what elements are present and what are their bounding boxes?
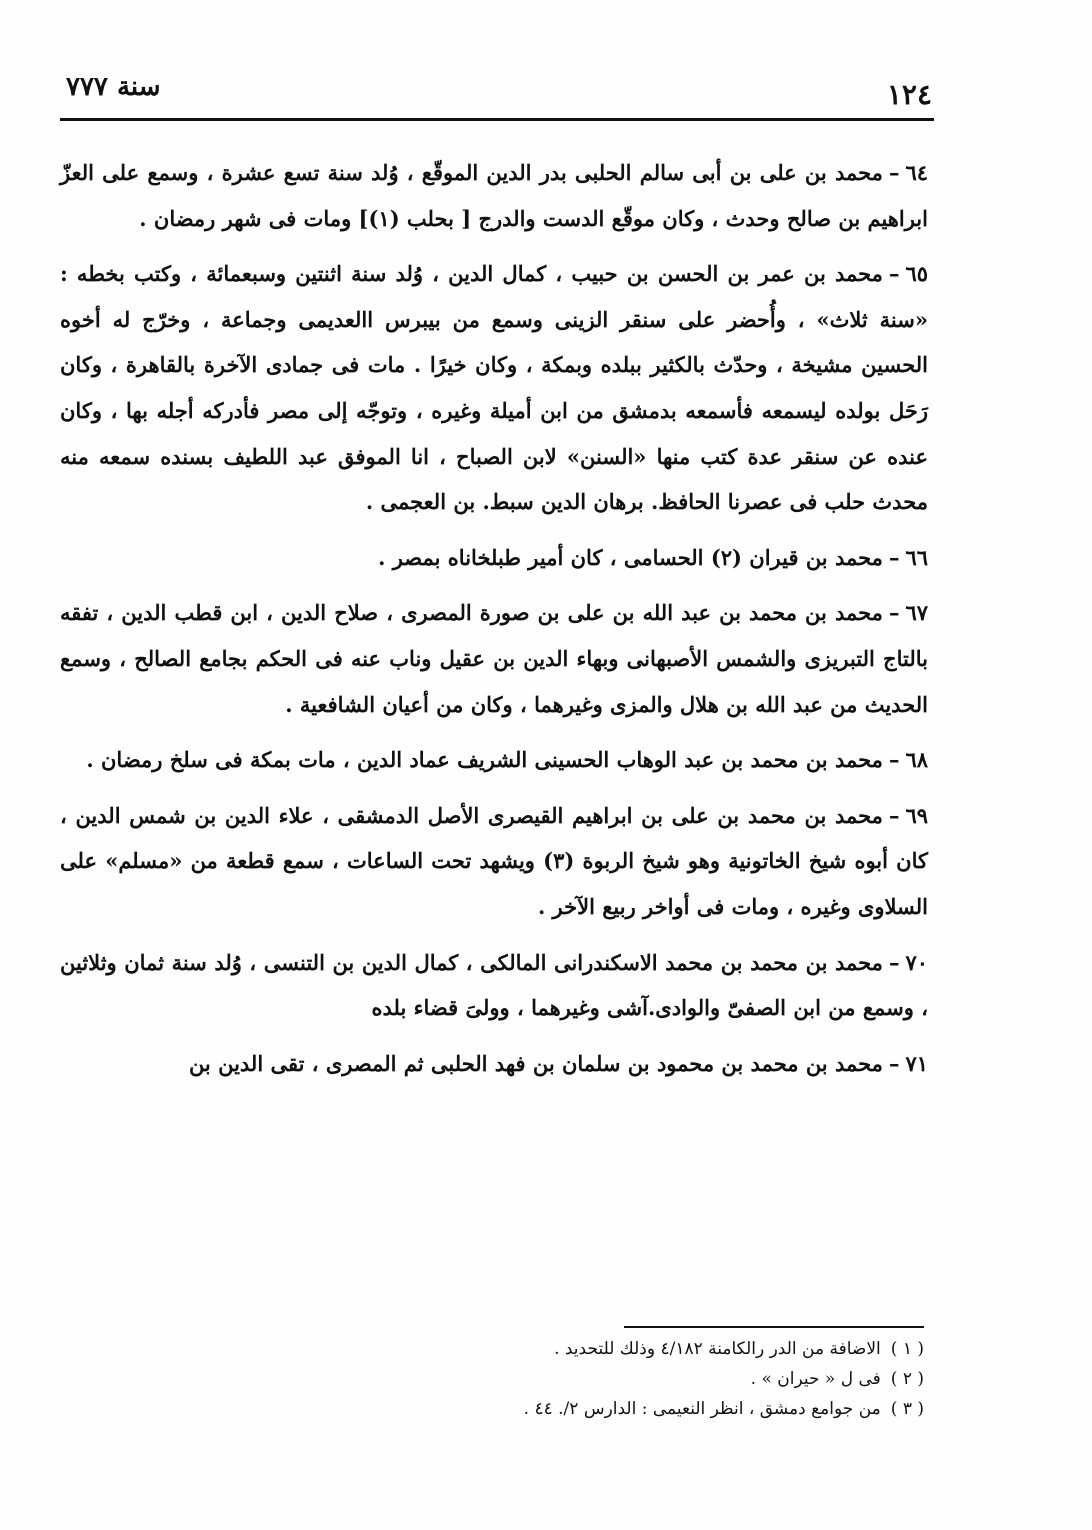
footnote-3 (304, 1394, 924, 1424)
footnote-mark: ( ٣ ) (890, 1399, 924, 1419)
footnote-text: الاضافة من الدر رالكامنة ٤/١٨٢ وذلك للتحديد . (554, 1339, 881, 1359)
entry-64 (60, 150, 928, 241)
footnote-text: فى ل « حيران » . (750, 1369, 881, 1389)
entry-number: ٧١ (905, 1050, 928, 1076)
entry-number: ٦٥ (905, 261, 928, 287)
entry-65 (60, 251, 928, 525)
entry-text: محمد بن محمد بن عبد الوهاب الحسينى الشريف عماد الدين ، مات بمكة فى سلخ رمضان . (86, 747, 883, 773)
entry-dash: – (888, 160, 900, 185)
entry-number: ٦٨ (905, 747, 928, 773)
entry-text: محمد بن قيران (٢) الحسامى ، كان أمير طبلخاناه بمصر . (378, 544, 883, 570)
entry-number: ٧٠ (905, 949, 928, 975)
entry-67 (60, 590, 928, 727)
entry-number: ٦٩ (905, 802, 928, 828)
page-header (60, 70, 932, 114)
running-head-year: سنة ٧٧٧ (66, 72, 161, 102)
page-number: ١٢٤ (886, 78, 932, 111)
header-rule (60, 118, 934, 121)
footnote-1 (304, 1334, 924, 1364)
entry-text: محمد بن على بن أبى سالم الحلبى بدر الدين الموقّع ، وُلد سنة تسع عشرة ، وسمع على العزّ ابراهيم بن صالح وحدث ، وكان موقّع الدست والدرج [ بحلب (١)] ومات فى شهر رمضان . (60, 160, 928, 231)
footnote-rule (624, 1326, 924, 1328)
entry-text: محمد بن محمد بن عبد الله بن على بن صورة المصرى ، صلاح الدين ، ابن قطب الدين ، تفقه بالتاج التبريزى والشمس الأصبهانى وبهاء الدين بن عقيل وناب عنه فى الحكم بجامع الصالح ، وسمع الحديث من عبد الله بن هلال والمزى وغيرهما ، وكان من أعيان الشافعية . (60, 600, 928, 717)
entry-dash: – (888, 600, 900, 626)
entry-text: محمد بن محمد بن محمود بن سلمان بن فهد الحلبى ثم المصرى ، تقى الدين بن (188, 1050, 883, 1076)
biographical-entries (60, 150, 928, 1086)
entry-number: ٦٤ (905, 160, 928, 185)
entry-number: ٦٦ (905, 544, 928, 570)
footnote-text: من جوامع دمشق ، انظر النعيمى : الدارس ٢/. ٤٤ . (523, 1399, 881, 1419)
entry-dash: – (888, 1050, 900, 1076)
entry-66 (60, 535, 928, 581)
entry-71 (60, 1041, 928, 1087)
entry-dash: – (888, 802, 900, 828)
entry-dash: – (888, 544, 900, 570)
entry-70 (60, 940, 928, 1031)
entry-number: ٦٧ (905, 600, 928, 626)
footnote-mark: ( ٢ ) (890, 1369, 924, 1389)
entry-text: محمد بن محمد بن على بن ابراهيم القيصرى الأصل الدمشقى ، علاء الدين بن شمس الدين ، كان أبوه شيخ الخاتونية وهو شيخ الربوة (٣) ويشهد تحت الساعات ، سمع قطعة من «مسلم» على السلاوى وغيره ، ومات فى أواخر ربيع الآخر . (60, 802, 929, 919)
footnote-mark: ( ١ ) (890, 1339, 924, 1359)
entry-69 (60, 793, 928, 930)
entry-68 (60, 737, 928, 783)
entry-dash: – (888, 261, 900, 287)
entry-dash: – (888, 747, 900, 773)
footnotes (304, 1334, 924, 1424)
entry-text: محمد بن عمر بن الحسن بن حبيب ، كمال الدين ، وُلد سنة اثنتين وسبعمائة ، وكتب بخطه : «سنة ثلاث» ، وأُحضر على سنقر الزينى وسمع من بيبرس االعديمى وجماعة ، وخرّج له أخوه الحسين مشيخة ، وحدّث بالكثير ببلده وبمكة ، وكان خيرًا . مات فى جمادى الآخرة بالقاهرة ، وكان رَحَل بولده ليسمعه فأسمعه بدمشق من ابن أميلة وغيره ، وتوجّه إلى مصر فأدركه أجله بها ، وكان عنده عن سنقر عدة كتب منها «السنن» لابن الصباح ، انا الموفق عبد اللطيف بسنده سمعه منه محدث حلب فى عصرنا الحافظ. برهان الدين سبط. بن العجمى . (60, 261, 928, 515)
entry-dash: – (888, 949, 900, 975)
footnote-2 (304, 1364, 924, 1394)
entry-text: محمد بن محمد بن محمد الاسكندرانى المالكى ، كمال الدين بن التنسى ، وُلد سنة ثمان وثلاثين ، وسمع من ابن الصفىّ والوادى.آشى وغيرهما ، وولىَ قضاء بلده (60, 949, 928, 1021)
